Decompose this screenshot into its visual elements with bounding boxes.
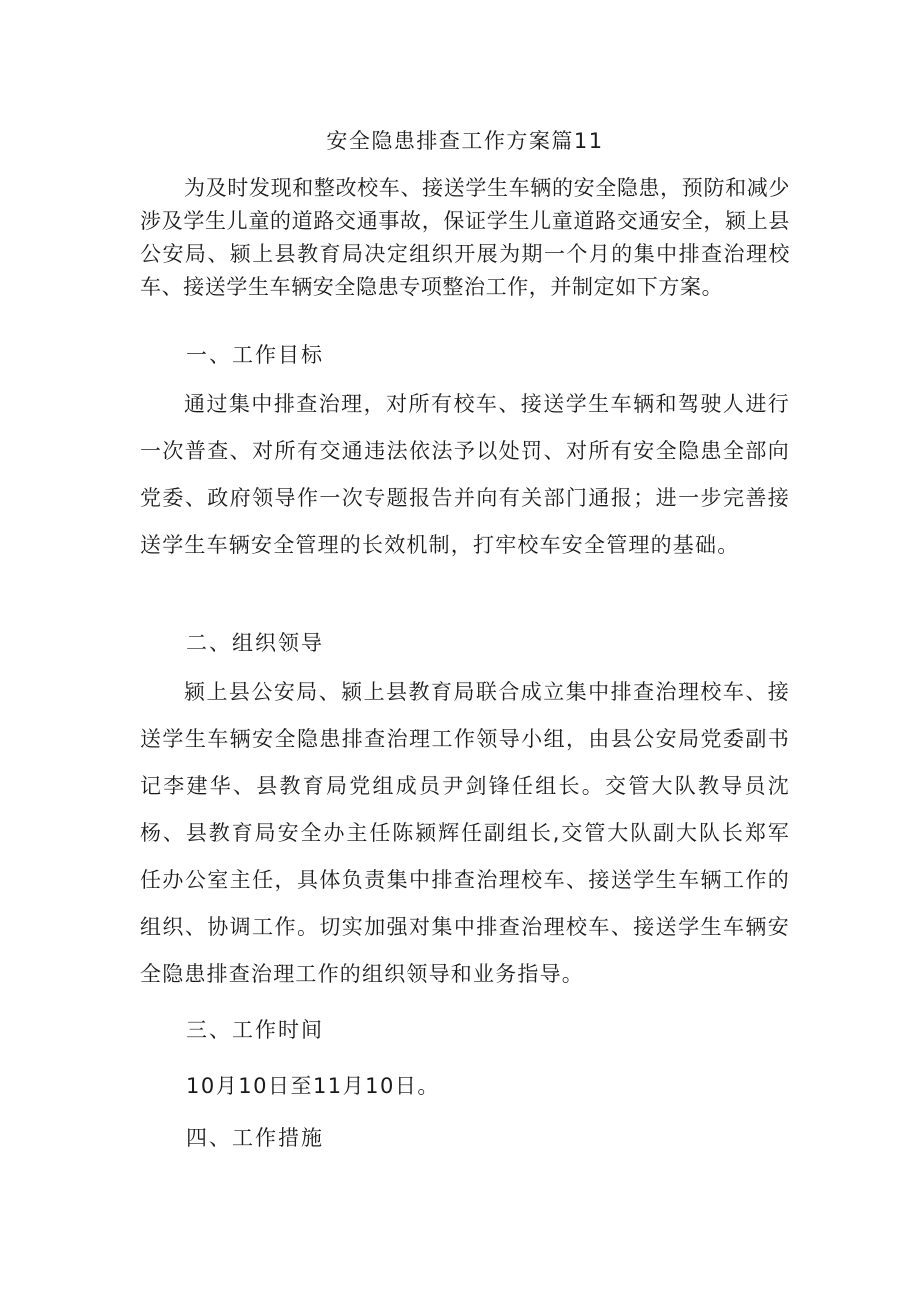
section-heading-schedule: 三、工作时间: [186, 1018, 324, 1042]
section-heading-goals: 一、工作目标: [186, 343, 324, 367]
document-title: 安全隐患排查工作方案篇11: [326, 129, 604, 153]
section-body-schedule: 10月10日至11月10日。: [186, 1074, 440, 1098]
section-body-organization: 颍上县公安局、颍上县教育局联合成立集中排查治理校车、接送学生车辆安全隐患排查治理工作领导小组，由县公安局党委副书记李建华、县教育局党组成员尹剑锋任组长。交管大队教导员沈杨、县教育局安全办主任陈颍辉任副组长,交管大队副大队长郑军任办公室主任，具体负责集中排查治理校车、接送学生车辆工作的组织、协调工作。切实加强对集中排查治理校车、接送学生车辆安全隐患排查治理工作的组织领导和业务指导。: [140, 680, 790, 986]
intro-paragraph: 为及时发现和整改校车、接送学生车辆的安全隐患，预防和减少涉及学生儿童的道路交通事故，保证学生儿童道路交通安全，颍上县公安局、颍上县教育局决定组织开展为期一个月的集中排查治理校车、接送学生车辆安全隐患专项整治工作，并制定如下方案。: [140, 176, 790, 299]
section-body-goals: 通过集中排查治理，对所有校车、接送学生车辆和驾驶人进行一次普查、对所有交通违法依法予以处罚、对所有安全隐患全部向党委、政府领导作一次专题报告并向有关部门通报；进一步完善接送学生车辆安全管理的长效机制，打牢校车安全管理的基础。: [140, 392, 790, 557]
section-heading-measures: 四、工作措施: [186, 1126, 324, 1150]
section-heading-organization: 二、组织领导: [186, 631, 324, 655]
